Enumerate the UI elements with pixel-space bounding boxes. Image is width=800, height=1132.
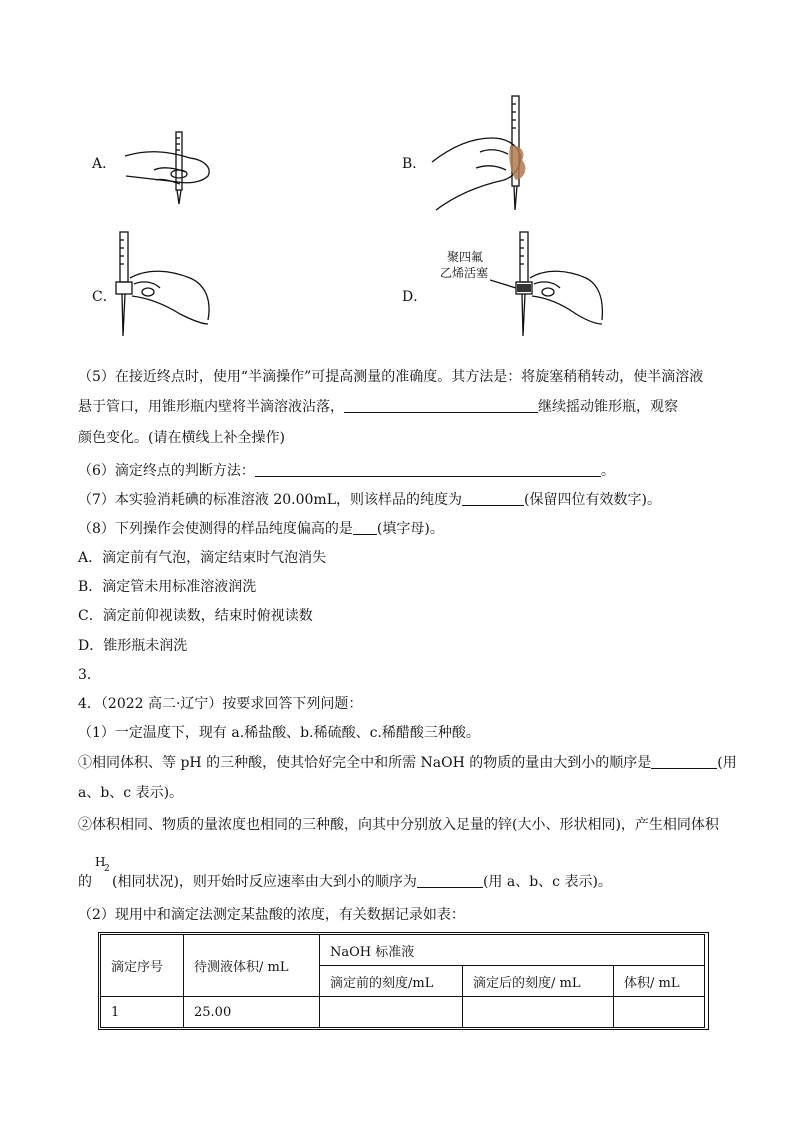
table-row <box>101 997 705 1028</box>
q7-before: （7）本实验消耗碘的标准溶液 20.00mL，则该样品的纯度为 <box>78 492 463 508</box>
header-volume: 待测液体积/ mL <box>184 935 320 997</box>
q4-p2-before: ①相同体积、等 pH 的三种酸，使其恰好完全中和所需 NaOH 的物质的量由大到小的顺序是 <box>78 755 652 771</box>
q4-header: 4．（2022 高二·辽宁）按要求回答下列问题： <box>78 696 363 712</box>
q4-p3: ②体积相同、物质的量浓度也相同的三种酸，向其中分别放入足量的锌(大小、形状相同)，产生相同体积 <box>78 817 719 833</box>
q8-line <box>78 519 444 539</box>
header-seq: 滴定序号 <box>101 935 184 997</box>
q8-option-c: C．滴定前仰视读数，结束时俯视读数 <box>78 608 313 624</box>
cell-after[interactable] <box>463 997 614 1028</box>
q4-p4-prefix: 的 <box>78 874 92 890</box>
figure-c-hand-burette <box>108 228 220 340</box>
q6-line <box>78 461 615 481</box>
option-b-label: B． <box>402 156 427 172</box>
q5-line-1: （5）在接近终点时，使用“半滴操作”可提高测量的准确度。其方法是：将旋塞稍稍转动，使半滴溶液 <box>78 369 704 385</box>
titration-table <box>100 934 705 1028</box>
q8-answer-blank[interactable] <box>353 520 377 535</box>
header-naoh: NaOH 标准液 <box>320 935 705 966</box>
header-after: 滴定后的刻度/ mL <box>463 966 614 997</box>
figure-b-hand-burette <box>430 92 540 216</box>
q4-p4-middle: (相同状况)，则开始时反应速率由大到小的顺序为 <box>112 874 417 890</box>
q6-before: （6）滴定终点的判断方法： <box>78 463 255 479</box>
q4-p4-answer-blank[interactable] <box>417 873 483 888</box>
cell-before[interactable] <box>320 997 463 1028</box>
q8-option-d: D．锥形瓶未润洗 <box>78 638 188 654</box>
q6-answer-blank[interactable] <box>255 462 601 477</box>
q5-answer-blank[interactable] <box>344 398 538 413</box>
q4-p4-after: (用 a、b、c 表示)。 <box>482 874 612 890</box>
stopcock-label-2: 乙烯活塞 <box>440 266 489 280</box>
q6-after: 。 <box>600 463 615 479</box>
q7-after: (保留四位有效数字)。 <box>524 492 661 508</box>
q8-after: (填字母)。 <box>376 521 444 537</box>
table-header-row <box>101 935 705 966</box>
option-a-label: A． <box>92 156 117 172</box>
q5-line-2-after: 继续摇动锥形瓶，观察 <box>538 399 678 415</box>
cell-seq: 1 <box>101 997 184 1028</box>
h2-formula: H 2 <box>95 855 110 874</box>
q7-line <box>78 490 661 510</box>
q4-p2-line2: a、b、c 表示)。 <box>78 785 184 801</box>
q3-number: 3． <box>78 667 101 683</box>
q4-p4-line <box>78 855 612 892</box>
q4-p2-line1 <box>78 753 737 773</box>
q8-option-a: A．滴定前有气泡，滴定结束时气泡消失 <box>78 550 327 566</box>
header-before: 滴定前的刻度/mL <box>320 966 463 997</box>
figure-d-hand-burette <box>490 228 610 340</box>
figure-a-hand-burette <box>120 128 220 212</box>
option-d-label: D． <box>402 289 428 305</box>
q5-line-2-before: 悬于管口，用锥形瓶内壁将半滴溶液沾落， <box>78 399 344 415</box>
option-c-label: C． <box>92 289 117 305</box>
q4-part1: （1）一定温度下，现有 a.稀盐酸、b.稀硫酸、c.稀醋酸三种酸。 <box>78 725 480 741</box>
cell-volume: 25.00 <box>184 997 320 1028</box>
q4-p2-answer-blank[interactable] <box>651 754 717 769</box>
q8-option-b: B．滴定管未用标准溶液润洗 <box>78 579 257 595</box>
q7-answer-blank[interactable] <box>462 491 524 506</box>
q8-before: （8）下列操作会使测得的样品纯度偏高的是 <box>78 521 353 537</box>
stopcock-label-1: 聚四氟 <box>447 250 484 264</box>
cell-naoh-volume[interactable] <box>614 997 705 1028</box>
q4-p2-after: (用 <box>717 755 737 771</box>
q4-part2: （2）现用中和滴定法测定某盐酸的浓度，有关数据记录如表： <box>78 907 465 923</box>
q5-line-3: 颜色变化。(请在横线上补全操作) <box>78 430 285 446</box>
header-naoh-volume: 体积/ mL <box>614 966 705 997</box>
q5-line-2 <box>78 397 678 417</box>
